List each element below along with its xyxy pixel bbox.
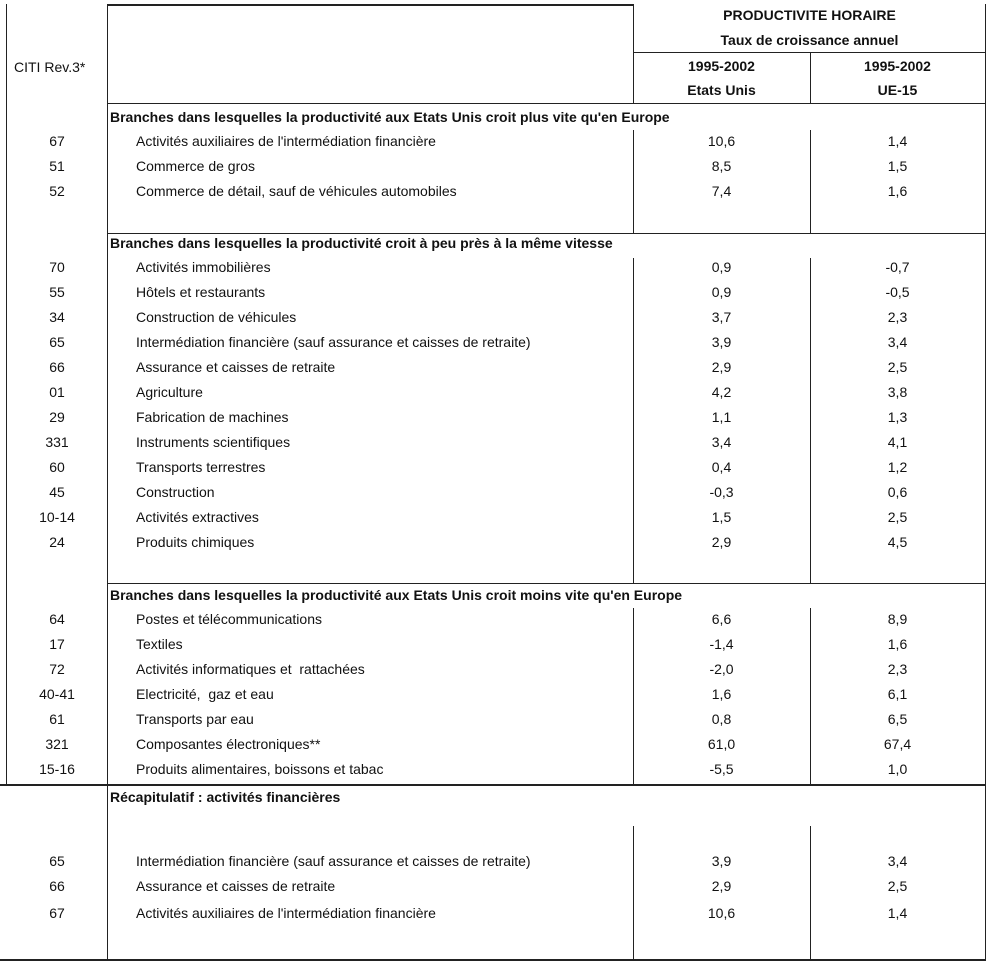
row-value-us: 3,4 [711,434,732,450]
row-label: Transports terrestres [136,459,266,475]
row-value-us: 2,9 [711,534,732,550]
row-value-us: 1,6 [711,686,732,702]
row-value-eu: 1,6 [887,636,908,652]
row-value-eu: 2,3 [887,309,908,325]
row-label: Construction de véhicules [136,309,297,325]
row-code: 40-41 [39,686,75,702]
row-value-eu: 2,5 [887,359,908,375]
row-label: Transports par eau [136,711,254,727]
section-heading: Branches dans lesquelles la productivité croit à peu près à la même vitesse [110,235,613,251]
row-value-eu: 67,4 [883,736,912,752]
row-value-us: 0,9 [711,259,732,275]
row-value-eu: 6,1 [887,686,908,702]
row-value-eu: 4,5 [887,534,908,550]
row-value-eu: 3,4 [887,334,908,350]
row-value-us: 1,1 [711,409,732,425]
row-label: Assurance et caisses de retraite [136,878,336,894]
row-code: 66 [49,359,65,375]
row-label: Commerce de gros [136,158,256,174]
row-code: 45 [49,484,65,500]
row-value-us: 1,5 [711,509,732,525]
row-value-us: 2,9 [711,878,732,894]
row-value-us: 0,4 [711,459,732,475]
row-code: 61 [49,711,65,727]
row-value-us: 4,2 [711,384,732,400]
row-value-eu: 2,5 [887,878,908,894]
row-value-us: -0,3 [709,484,734,500]
row-code: 34 [49,309,65,325]
us-region-header: Etats Unis [687,82,756,98]
row-code: 321 [45,736,69,752]
us-period-header: 1995-2002 [688,58,755,74]
row-label: Activités auxiliaires de l'intermédiation financière [136,133,436,149]
section-heading: Branches dans lesquelles la productivité aux Etats Unis croit moins vite qu'en Europe [110,587,683,603]
row-label: Produits alimentaires, boissons et tabac [136,761,384,777]
row-value-us: 2,9 [711,359,732,375]
row-value-eu: 1,4 [887,133,908,149]
row-label: Electricité, gaz et eau [136,686,274,702]
row-label: Instruments scientifiques [136,434,291,450]
row-value-eu: 1,0 [887,761,908,777]
row-value-eu: 1,3 [887,409,908,425]
row-label: Commerce de détail, sauf de véhicules automobiles [136,183,457,199]
code-column-header: CITI Rev.3* [14,59,86,75]
row-label: Activités auxiliaires de l'intermédiation financière [136,905,436,921]
table-top-rule [107,4,634,6]
col-divider-code [107,4,108,960]
row-value-us: 61,0 [707,736,736,752]
row-value-eu: 1,2 [887,459,908,475]
eu-period-header: 1995-2002 [864,58,931,74]
row-code: 65 [49,334,65,350]
row-value-us: -1,4 [709,636,734,652]
section-rule-4 [0,784,986,786]
table-subtitle: Taux de croissance annuel [720,32,899,48]
row-value-us: 7,4 [711,183,732,199]
row-code: 01 [49,384,65,400]
row-value-eu: 2,5 [887,509,908,525]
row-code: 55 [49,284,65,300]
row-label: Agriculture [136,384,203,400]
row-label: Fabrication de machines [136,409,289,425]
row-label: Activités immobilières [136,259,271,275]
row-label: Hôtels et restaurants [136,284,266,300]
row-value-eu: 6,5 [887,711,908,727]
row-code: 29 [49,409,65,425]
row-code: 17 [49,636,65,652]
table-title: PRODUCTIVITE HORAIRE [723,7,896,23]
row-label: Intermédiation financière (sauf assurance et caisses de retraite) [136,853,531,869]
row-label: Assurance et caisses de retraite [136,359,336,375]
eu-region-header: UE-15 [877,82,918,98]
row-value-eu: -0,5 [885,284,910,300]
row-value-us: 10,6 [707,905,736,921]
row-code: 72 [49,661,65,677]
row-label: Intermédiation financière (sauf assurance et caisses de retraite) [136,334,531,350]
row-code: 65 [49,853,65,869]
row-value-us: 8,5 [711,158,732,174]
row-code: 24 [49,534,65,550]
row-value-eu: 3,8 [887,384,908,400]
row-value-eu: 4,1 [887,434,908,450]
section-heading: Récapitulatif : activités financières [110,789,341,805]
row-value-us: 6,6 [711,611,732,627]
row-value-eu: 0,6 [887,484,908,500]
row-code: 331 [45,434,69,450]
row-value-us: 0,8 [711,711,732,727]
row-code: 51 [49,158,65,174]
row-value-us: -5,5 [709,761,734,777]
row-value-us: 10,6 [707,133,736,149]
row-value-eu: 2,3 [887,661,908,677]
row-code: 66 [49,878,65,894]
header-rule-2 [107,103,986,104]
table-right-border [985,4,986,960]
row-value-eu: 8,9 [887,611,908,627]
row-code: 10-14 [39,509,75,525]
row-value-eu: 1,6 [887,183,908,199]
row-value-us: 3,9 [711,334,732,350]
row-label: Produits chimiques [136,534,255,550]
row-value-us: 3,7 [711,309,732,325]
row-value-us: -2,0 [709,661,734,677]
row-label: Activités extractives [136,509,259,525]
row-value-us: 3,9 [711,853,732,869]
row-label: Textiles [136,636,183,652]
row-label: Construction [136,484,215,500]
section-heading: Branches dans lesquelles la productivité aux Etats Unis croit plus vite qu'en Europe [110,109,670,125]
row-value-eu: -0,7 [885,259,910,275]
row-code: 67 [49,133,65,149]
row-code: 70 [49,259,65,275]
row-label: Activités informatiques et rattachées [136,661,365,677]
row-code: 67 [49,905,65,921]
row-code: 64 [49,611,65,627]
section-rule-3 [107,583,986,584]
row-code: 52 [49,183,65,199]
row-value-eu: 1,5 [887,158,908,174]
row-code: 15-16 [39,761,75,777]
row-label: Composantes électroniques** [136,736,321,752]
row-value-eu: 3,4 [887,853,908,869]
row-value-eu: 1,4 [887,905,908,921]
table-bottom-rule [0,959,986,961]
row-value-us: 0,9 [711,284,732,300]
row-code: 60 [49,459,65,475]
row-label: Postes et télécommunications [136,611,322,627]
